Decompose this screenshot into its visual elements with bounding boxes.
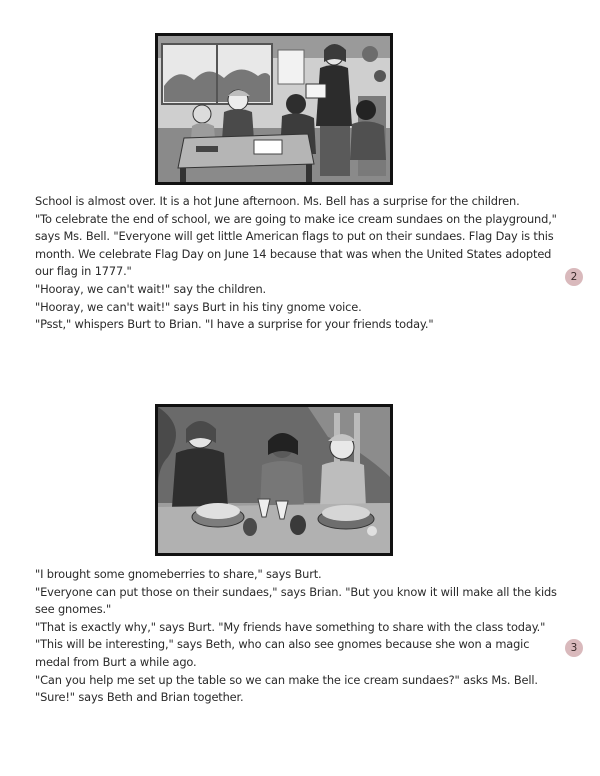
paragraph: "That is exactly why," says Burt. "My friends have something to share with the class today." [35,619,546,634]
paragraph: "Everyone can put those on their sundaes," says Brian. "But you know it will make all the kids see gnomes." [35,584,557,617]
classroom-scene-image [158,36,390,182]
story-text-section-1 [35,193,560,334]
paragraph: School is almost over. It is a hot June afternoon. Ms. Bell has a surprise for the children. [35,194,520,208]
page-number-badge: 2 [565,268,583,286]
paragraph: "Hooray, we can't wait!" say the children. [35,281,266,296]
sundae-scene-image [158,407,390,553]
story-text-section-2 [35,566,560,707]
paragraph: "To celebrate the end of school, we are going to make ice cream sundaes on the playground," says Ms. Bell. "Everyone will get little American flags to put on their sundaes. Flag Day is this month. We celebrate Flag Day on June 14 because that was when the United States adopted our flag in 1777." [35,211,557,279]
paragraph: "This will be interesting," says Beth, who can also see gnomes because she won a magic medal from Burt a while ago. [35,637,530,669]
page-number-badge: 3 [565,639,583,657]
sundae-table-illustration [155,404,393,556]
paragraph: "Can you help me set up the table so we can make the ice cream sundaes?" asks Ms. Bell. [35,672,538,687]
paragraph: "I brought some gnomeberries to share," says Burt. [35,567,322,581]
paragraph: "Sure!" says Beth and Brian together. [35,690,244,705]
classroom-illustration [155,33,393,185]
paragraph: "Hooray, we can't wait!" says Burt in his tiny gnome voice. [35,299,362,314]
paragraph: "Psst," whispers Burt to Brian. "I have a surprise for your friends today." [35,317,434,332]
